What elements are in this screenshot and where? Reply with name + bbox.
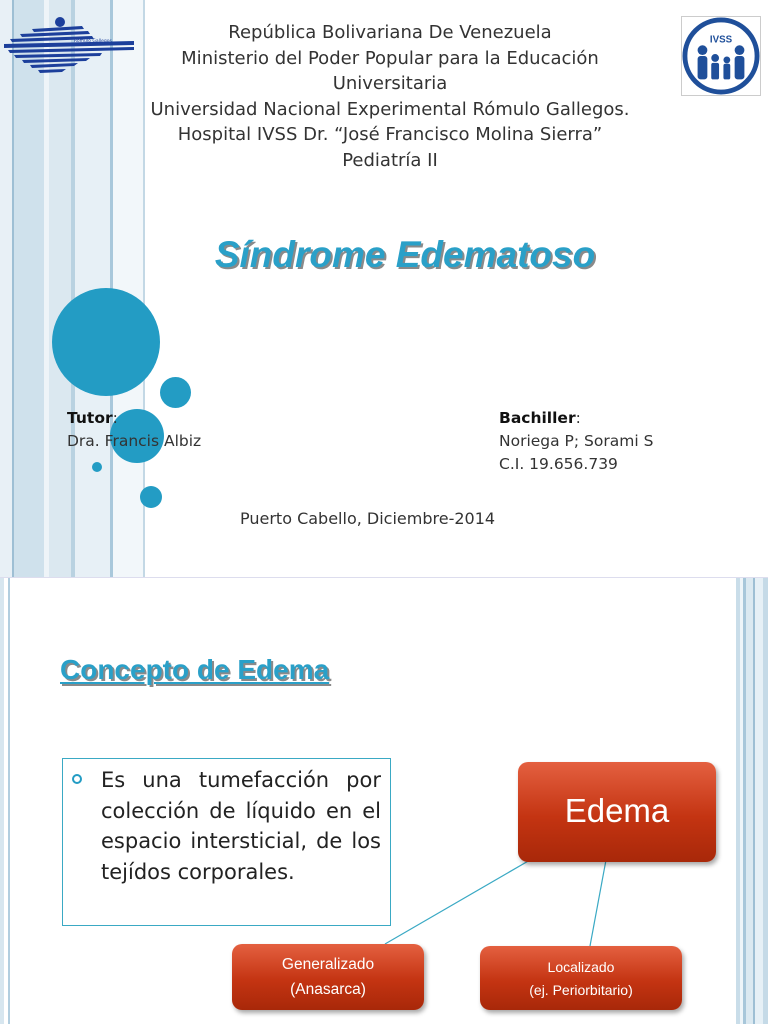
header-line: Ministerio del Poder Popular para la Educación [181,47,599,69]
decorative-circle-medium [160,377,191,408]
decorative-circle-large [52,288,160,396]
generalizado-sub: (Anasarca) [290,981,366,998]
bachiller-ci: C.I. 19.656.739 [499,455,618,473]
localizado-label: Localizado [547,959,615,975]
edema-node: Edema [518,762,716,862]
presentation-title: Síndrome Edematoso [214,234,596,275]
ivss-family-icon [682,17,760,95]
header-line: República Bolivariana De Venezuela [228,22,552,43]
header-line: Universitaria [332,73,448,94]
logo-left-wordmark: Romulo Gallegos [74,39,112,44]
decorative-circle-small [92,462,102,472]
ivss-logo [681,16,761,96]
tutor-info: Tutor: Dra. Francis Albiz [67,407,201,453]
localizado-sub: (ej. Periorbitario) [529,982,633,998]
bachiller-name: Noriega P; Sorami S [499,432,654,450]
place-date: Puerto Cabello, Diciembre-2014 [240,509,496,528]
decorative-circle-small [140,486,162,508]
concept-slide [0,577,768,1024]
ivss-logo-label: IVSS [709,34,733,46]
tutor-name: Dra. Francis Albiz [67,432,202,450]
bachiller-info: Bachiller: Noriega P; Sorami S C.I. 19.656.739 [499,407,653,476]
header-line: Hospital IVSS Dr. “José Francisco Molina Sierra” [177,124,603,145]
tutor-label: Tutor [67,409,113,427]
header-line: Pediatría II [342,149,438,171]
header-line: Universidad Nacional Experimental Rómulo Gallegos. [150,98,630,120]
institution-header [110,20,670,173]
concept-title: Concepto de Edema [60,654,330,685]
generalizado-label: Generalizado [281,956,375,973]
localizado-node [480,946,682,1010]
bachiller-label: Bachiller [499,409,576,427]
connector-line [385,860,530,944]
definition-text: Es una tumefacción por colección de líquido en el espacio intersticial, de los tejídos corporales. [101,768,381,884]
generalizado-node [232,944,424,1010]
connector-line [590,860,606,946]
